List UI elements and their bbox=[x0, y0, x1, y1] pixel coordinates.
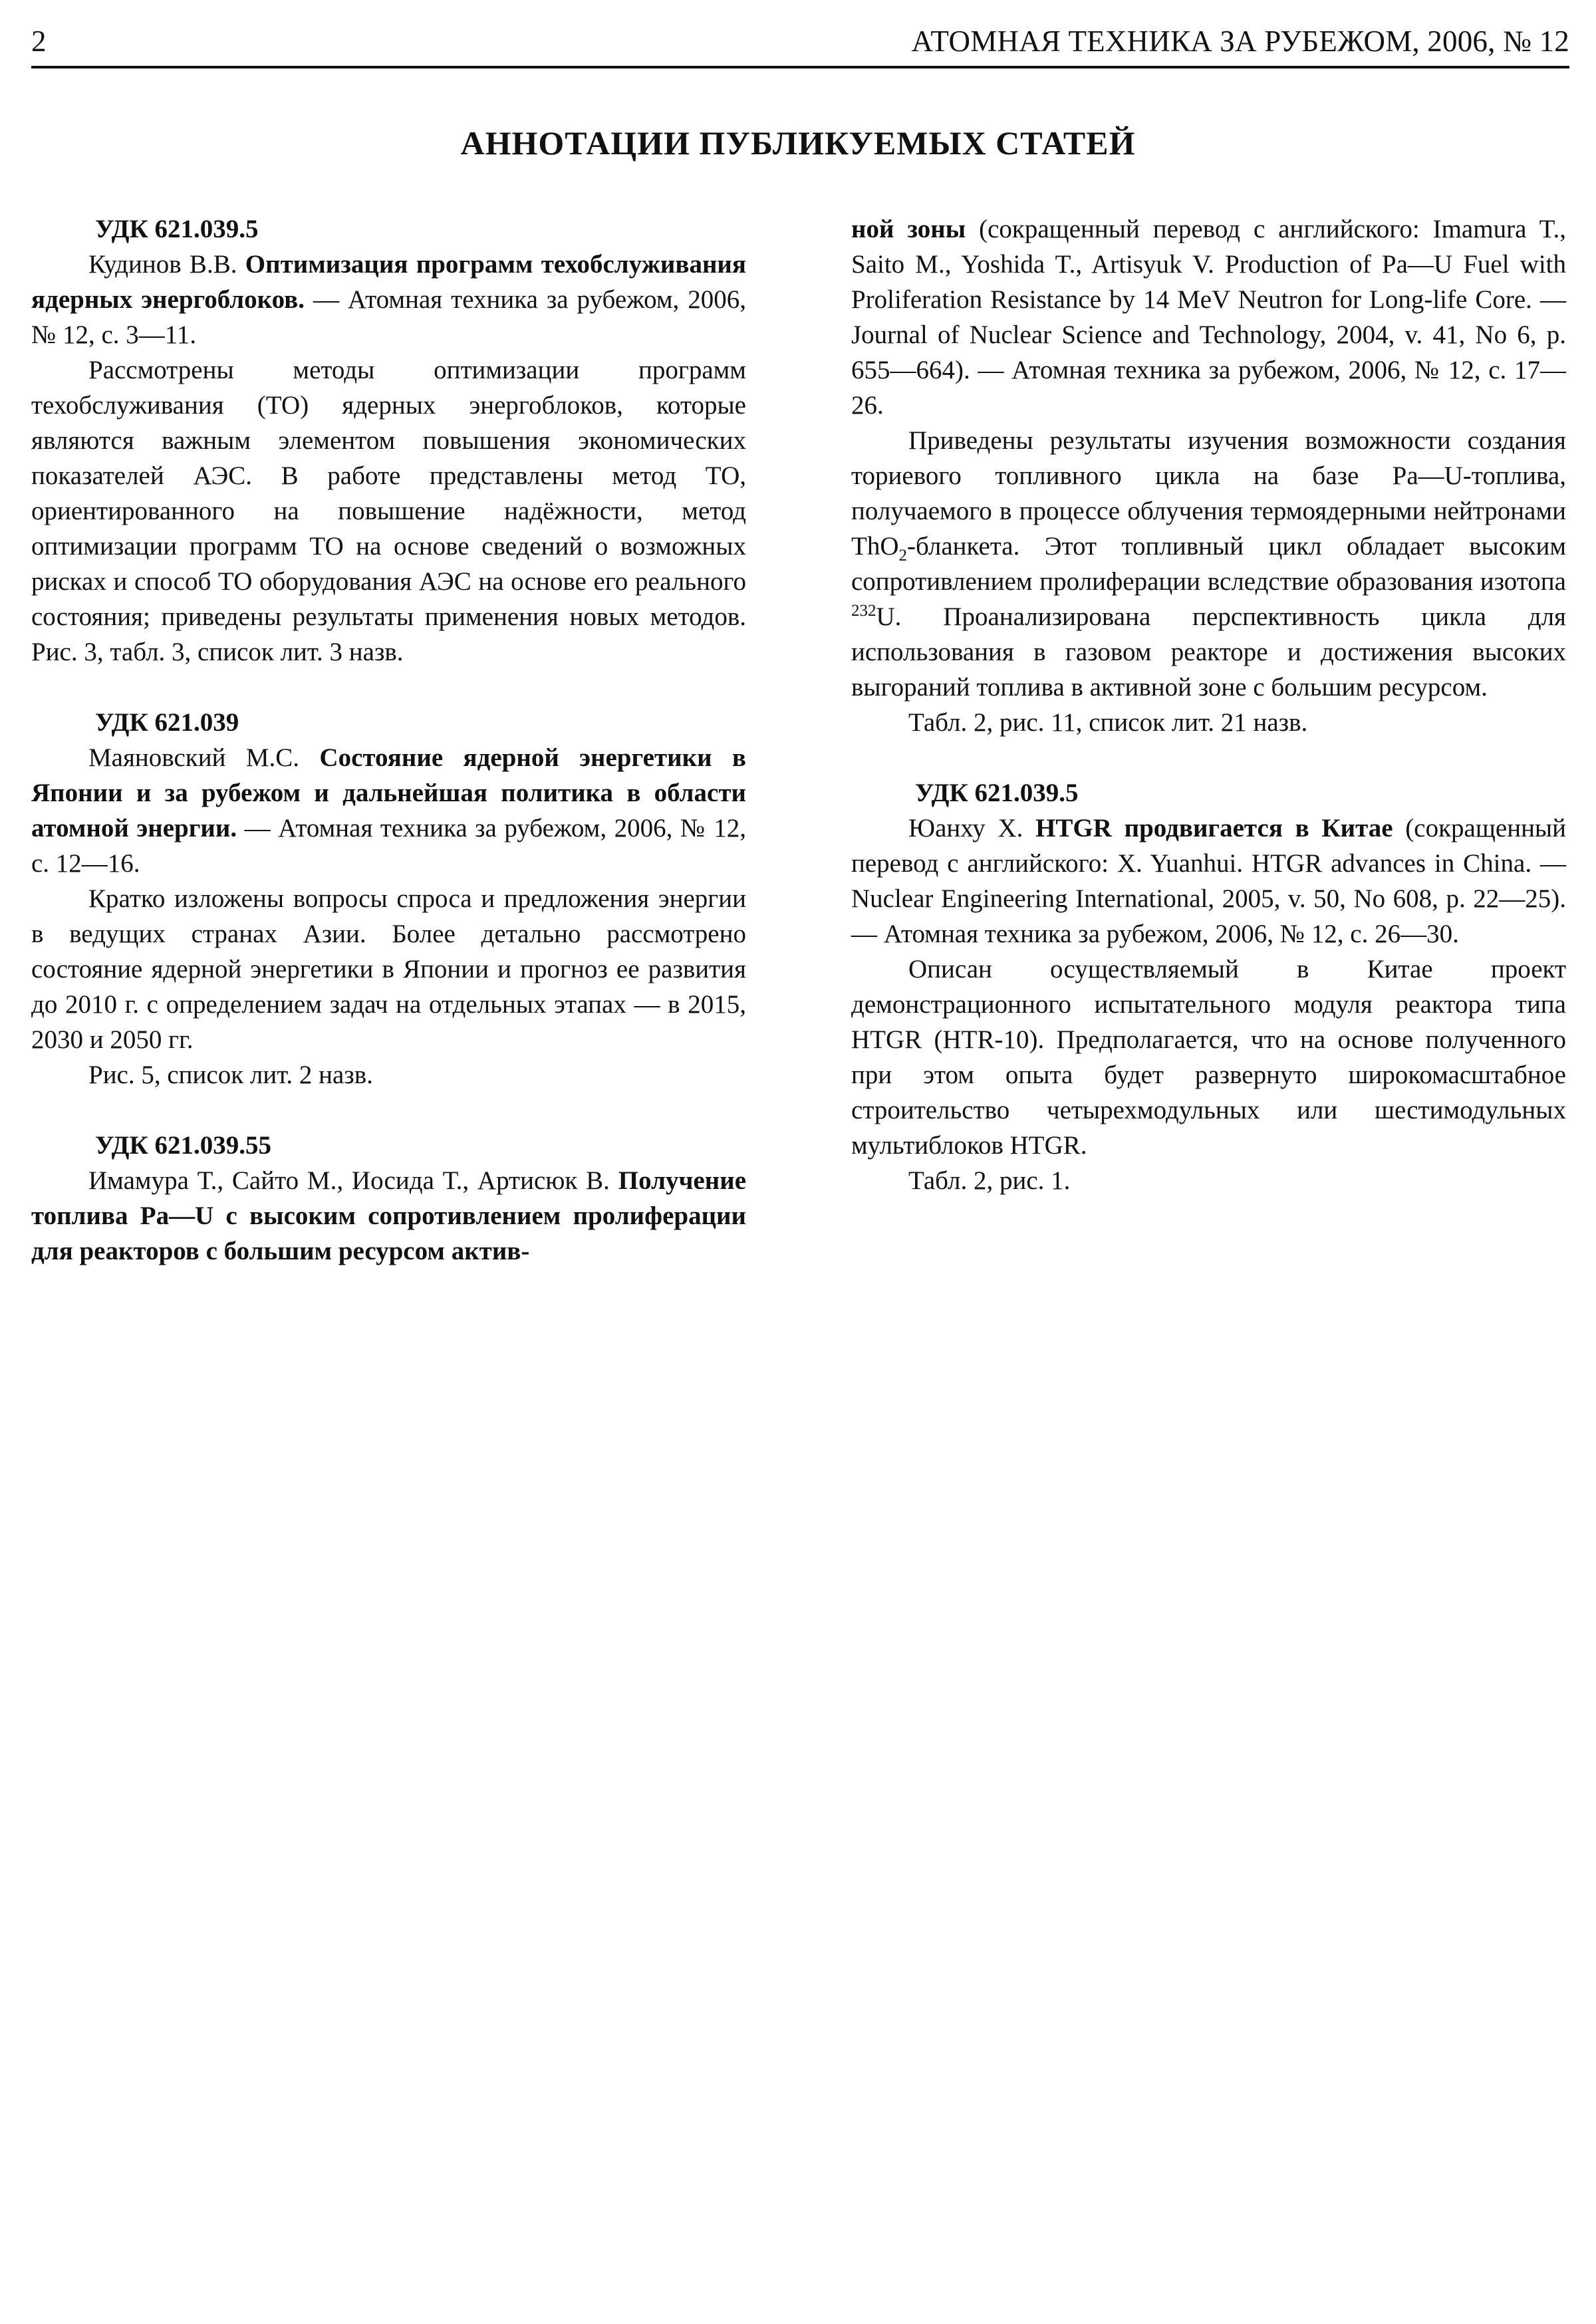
article-note: Табл. 2, рис. 11, список лит. 21 назв. bbox=[908, 708, 1308, 737]
page-number: 2 bbox=[31, 25, 47, 58]
article-abstract: Описан осуществляемый в Китае проект демонстрационного испытательного модуля реактора типа HTGR (HTR-10). Предполагается, что на основе полученного при этом опыта будет развернуто широкомасштабное строительство четырехмодульных или шестимодульных мультиблоков HTGR. bbox=[851, 955, 1566, 1160]
subscript: 2 bbox=[898, 546, 907, 565]
abstract-text: -бланкета. Этот топливный цикл обладает высоким сопротивлением пролиферации вследствие образования изотопа bbox=[851, 532, 1566, 596]
article-udk: УДК 621.039 bbox=[95, 708, 239, 737]
article-udk: УДК 621.039.5 bbox=[95, 215, 259, 243]
abstract-text: Приведены результаты изучения возможности создания ториевого топливного цикла на базе Pa—U-топлива, получаемого в процессе облучения термоядерными нейтронами ThO bbox=[851, 426, 1566, 561]
article-source: — Атомная техника за рубежом, 2006, № 12, с. 12—16. bbox=[31, 814, 747, 878]
article-abstract bbox=[851, 423, 1566, 705]
article-source: (сокращенный перевод с английского: Imamura T., Saito M., Yoshida T., Artisyuk V. Production of Pa—U Fuel with Proliferation Resistance by 14 MeV Neutron for Long-life Core. — Journal of Nuclear Science and Technology, 2004, v. 41, No 6, p. 655—664). — Атомная техника за рубежом, 2006, № 12, с. 17—26. bbox=[851, 215, 1566, 420]
article-citation bbox=[31, 740, 746, 881]
article-udk: УДК 621.039.5 bbox=[915, 779, 1079, 807]
article-title-continued: ной зоны bbox=[851, 215, 966, 243]
article-authors: Маяновский М.С. bbox=[88, 743, 300, 772]
article-title: Состояние ядерной энергетики в Японии и за рубежом и дальнейшая политика в области атомной энергии. bbox=[31, 743, 746, 842]
article-source: (сокращенный перевод с английского: X. Yuanhui. HTGR advances in China. — Nuclear Engineering International, 2005, v. 50, No 608, p. 22—25). — Атомная техника за рубежом, 2006, № 12, с. 26—30. bbox=[851, 814, 1567, 948]
article-citation bbox=[31, 247, 746, 352]
header-rule bbox=[31, 66, 1569, 68]
article-authors: Имамура Т., Сайто М., Иосида Т., Артисюк В. bbox=[88, 1166, 610, 1195]
article-authors: Юанху Х. bbox=[908, 814, 1023, 842]
superscript: 232 bbox=[851, 602, 876, 620]
running-header bbox=[31, 19, 1569, 64]
section-title: АННОТАЦИИ ПУБЛИКУЕМЫХ СТАТЕЙ bbox=[460, 124, 1136, 162]
right-column bbox=[851, 211, 1566, 1198]
article-source: — Атомная техника за рубежом, 2006, № 12, с. 3—11. bbox=[31, 285, 746, 349]
article-note: Табл. 2, рис. 1. bbox=[908, 1166, 1071, 1195]
article-title: HTGR продвигается в Китае bbox=[1035, 814, 1393, 842]
article-note: Рис. 5, список лит. 2 назв. bbox=[88, 1061, 373, 1089]
abstract-text: U. Проанализирована перспективность цикла для использования в газовом реакторе и достижения высоких выгораний топлива в активной зоне с большим ресурсом. bbox=[851, 602, 1566, 702]
article-authors: Кудинов В.В. bbox=[88, 250, 237, 279]
article-citation bbox=[851, 811, 1566, 952]
article-abstract: Кратко изложены вопросы спроса и предложения энергии в ведущих странах Азии. Более детально рассмотрено состояние ядерной энергетики в Японии и прогноз ее развития до 2010 г. с определением задач на отдельных этапах — в 2015, 2030 и 2050 гг. bbox=[31, 884, 746, 1054]
article-title: Получение топлива Pa—U с высоким сопротивлением пролиферации для реакторов с большим ресурсом актив- bbox=[31, 1166, 747, 1265]
article-citation-continued bbox=[851, 211, 1566, 423]
journal-title: АТОМНАЯ ТЕХНИКА ЗА РУБЕЖОМ, 2006, № 12 bbox=[911, 25, 1569, 58]
article-udk: УДК 621.039.55 bbox=[95, 1131, 272, 1160]
article-title: Оптимизация программ техобслуживания ядерных энергоблоков. bbox=[31, 250, 747, 314]
article-abstract: Рассмотрены методы оптимизации программ техобслуживания (ТО) ядерных энергоблоков, которые являются важным элементом повышения экономических показателей АЭС. В работе представлены метод ТО, ориентированного на повышение надёжности, метод оптимизации программ ТО на основе сведений о возможных рисках и способ ТО оборудования АЭС на основе его реального состояния; приведены результаты применения новых методов. Рис. 3, табл. 3, список лит. 3 назв. bbox=[31, 356, 746, 666]
article-citation bbox=[31, 1163, 746, 1269]
left-column bbox=[31, 211, 746, 1269]
